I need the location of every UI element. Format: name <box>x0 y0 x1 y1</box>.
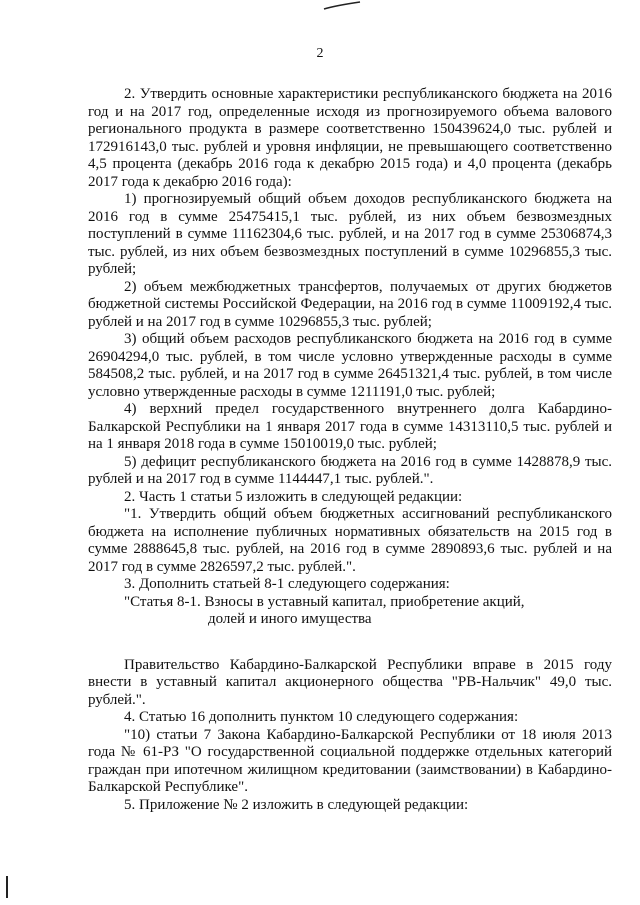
paragraph-article-8-1: 3. Дополнить статьей 8-1 следующего содержания: <box>124 576 450 592</box>
paragraph-main-characteristics: 2. Утвердить основные характеристики республиканского бюджета на 2016 год и на 2017 год, определенные исходя из прогнозируемого объема валового регионального продукта в размере соответственно 150439624,0 тыс. рублей и 172916143,0 тыс. рублей и уровня инфляции, не превышающего соответственно 4,5 процента (декабрь 2016 года к декабрю 2015 года) и 4,0 процента (декабрь 2017 года к декабрю 2016 года): <box>88 86 612 190</box>
scan-edge-mark <box>6 876 8 898</box>
paragraph-government-contribution: Правительство Кабардино-Балкарской Республики вправе в 2015 году внести в уставный капитал акционерного общества "РВ-Нальчик" 49,0 тыс. рублей.". <box>88 656 612 708</box>
pen-stroke-mark <box>322 0 362 14</box>
document-body <box>88 86 612 814</box>
paragraph-item-2: 2) объем межбюджетных трансфертов, получаемых от других бюджетов бюджетной системы Российской Федерации, на 2016 год в сумме 11009192,4 тыс. рублей и на 2017 год в сумме 10296855,3 тыс. рублей; <box>88 278 612 330</box>
article-8-1-heading-line-2: долей и иного имущества <box>208 611 372 627</box>
paragraph-article-5-text: "1. Утвердить общий объем бюджетных ассигнований республиканского бюджета на исполнение публичных нормативных обязательств на 2015 год в сумме 2888645,8 тыс. рублей, на 2016 год в сумме 2890893,6 тыс. рублей и на 2017 год в сумме 2826597,2 тыс. рублей.". <box>88 506 612 575</box>
paragraph-item-3: 3) общий объем расходов республиканского бюджета на 2016 год в сумме 26904294,0 тыс. рублей, в том числе условно утвержденные расходы в сумме 584508,2 тыс. рублей, и на 2017 год в сумме 26451321,4 тыс. рублей, в том числе условно утвержденные расходы в сумме 1211191,0 тыс. рублей; <box>88 331 612 400</box>
paragraph-item-5: 5) дефицит республиканского бюджета на 2016 год в сумме 1428878,9 тыс. рублей и на 2017 год в сумме 1144447,1 тыс. рублей.". <box>88 453 612 487</box>
article-8-1-heading <box>88 594 612 629</box>
paragraph-appendix-2: 5. Приложение № 2 изложить в следующей редакции: <box>124 796 469 813</box>
paragraph-item-4: 4) верхний предел государственного внутреннего долга Кабардино-Балкарской Республики на 1 января 2017 года в сумме 14313110,5 тыс. рублей и на 1 января 2018 года в сумме 15010019,0 тыс. рублей; <box>88 401 612 452</box>
page-number: 2 <box>316 46 324 61</box>
article-8-1-heading-line-1: "Статья 8-1. Взносы в уставный капитал, приобретение акций, <box>124 593 525 610</box>
paragraph-article-16: 4. Статью 16 дополнить пунктом 10 следующего содержания: <box>124 709 519 725</box>
paragraph-item-1: 1) прогнозируемый общий объем доходов республиканского бюджета на 2016 год в сумме 25475415,1 тыс. рублей, из них объем безвозмездных поступлений в сумме 11162304,6 тыс. рублей, и на 2017 год в сумме 25306874,3 тыс. рублей, из них объем безвозмездных поступлений в сумме 10296855,3 тыс. рублей; <box>88 191 612 277</box>
paragraph-article-5: 2. Часть 1 статьи 5 изложить в следующей редакции: <box>124 488 463 505</box>
paragraph-article-16-item-10: "10) статьи 7 Закона Кабардино-Балкарской Республики от 18 июля 2013 года № 61-РЗ "О государственной социальной поддержке отдельных категорий граждан при ипотечном жилищном кредитовании (заимствовании) в Кабардино-Балкарской Республике". <box>88 726 612 795</box>
